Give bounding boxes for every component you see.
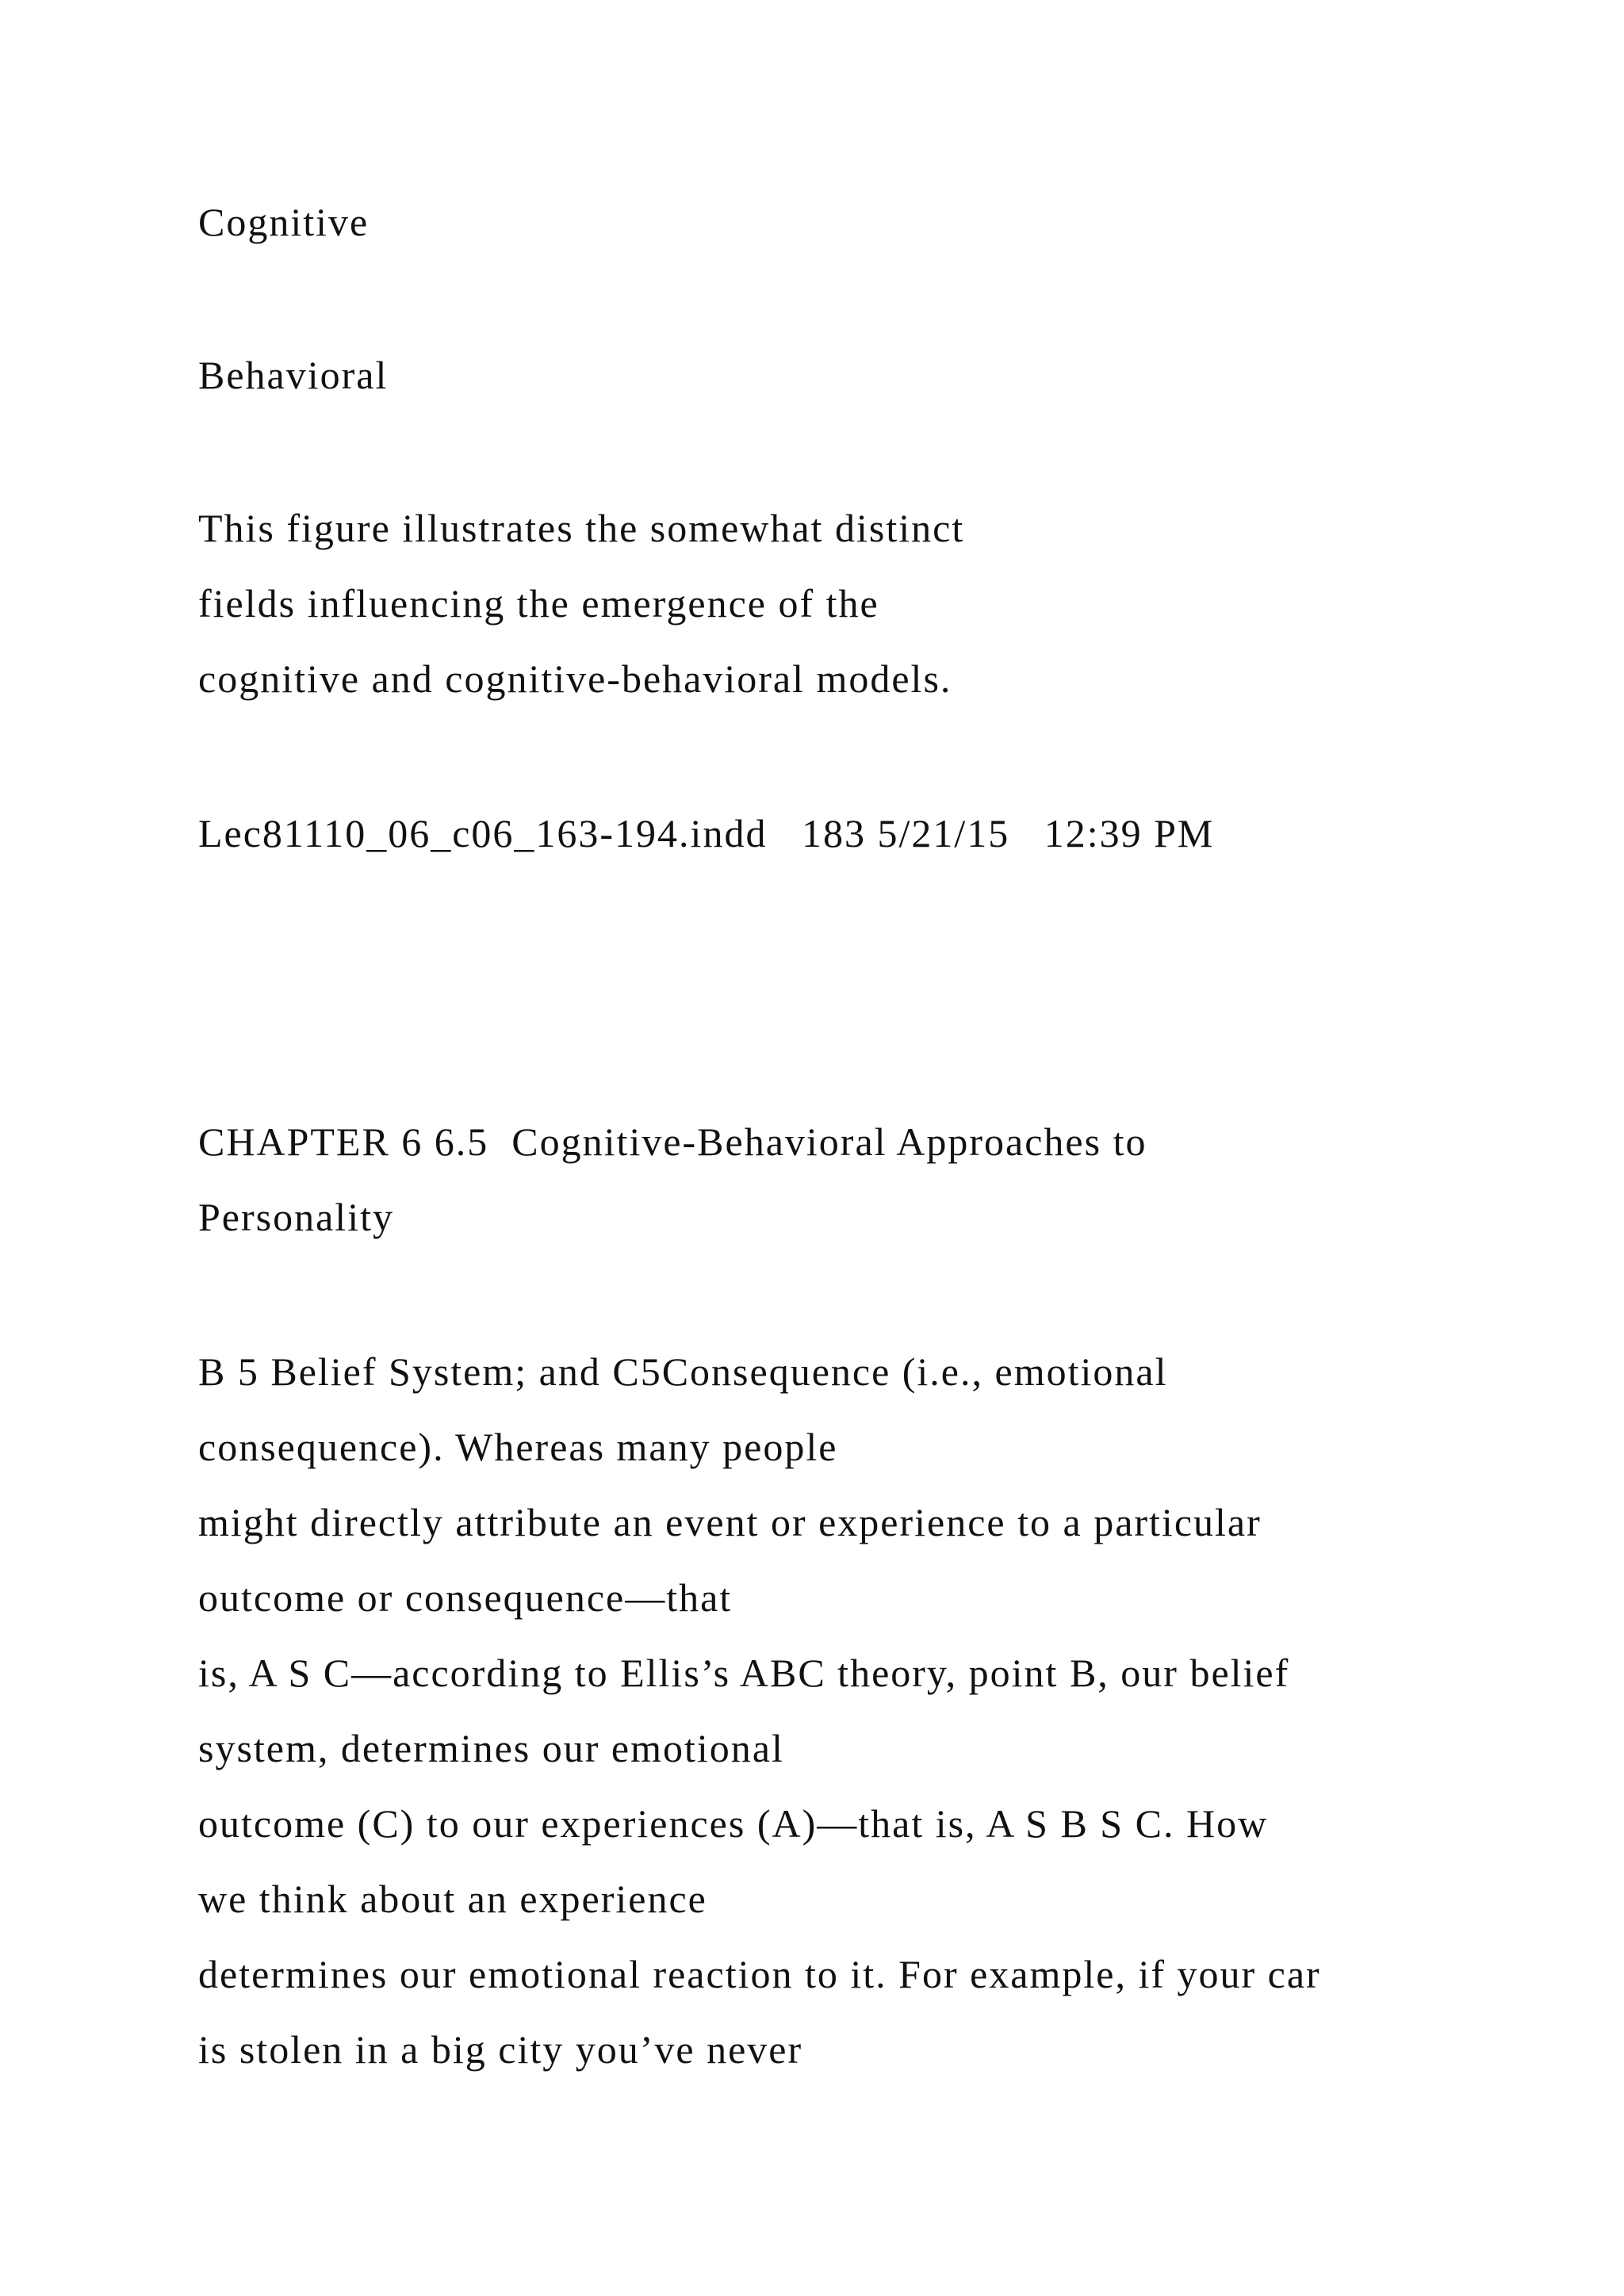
body-text-line: is stolen in a big city you’ve never (198, 2027, 803, 2072)
body-text-line: outcome (C) to our experiences (A)—that is, A S B S C. How (198, 1801, 1269, 1846)
figure-caption-line: cognitive and cognitive-behavioral models. (198, 656, 952, 701)
figure-caption-line: fields influencing the emergence of the (198, 581, 879, 626)
chapter-heading-line: CHAPTER 6 6.5 Cognitive-Behavioral Approaches to (198, 1119, 1147, 1164)
body-text-line: consequence). Whereas many people (198, 1425, 838, 1469)
body-text-line: outcome or consequence—that (198, 1575, 733, 1620)
print-slug-line: Lec81110_06_c06_163-194.indd 183 5/21/15 12:39 PM (198, 811, 1215, 855)
body-text-line: B 5 Belief System; and C5Consequence (i.e., emotional (198, 1349, 1168, 1394)
body-text-line: system, determines our emotional (198, 1726, 784, 1770)
figure-caption-line: This figure illustrates the somewhat distinct (198, 506, 965, 550)
figure-label-cognitive: Cognitive (198, 200, 370, 244)
body-text-line: might directly attribute an event or experience to a particular (198, 1500, 1262, 1544)
body-text-line: we think about an experience (198, 1877, 707, 1921)
chapter-heading-line: Personality (198, 1195, 394, 1239)
figure-label-behavioral: Behavioral (198, 353, 389, 397)
body-text-line: determines our emotional reaction to it. For example, if your car (198, 1952, 1321, 1996)
body-text-line: is, A S C—according to Ellis’s ABC theory, point B, our belief (198, 1651, 1290, 1695)
